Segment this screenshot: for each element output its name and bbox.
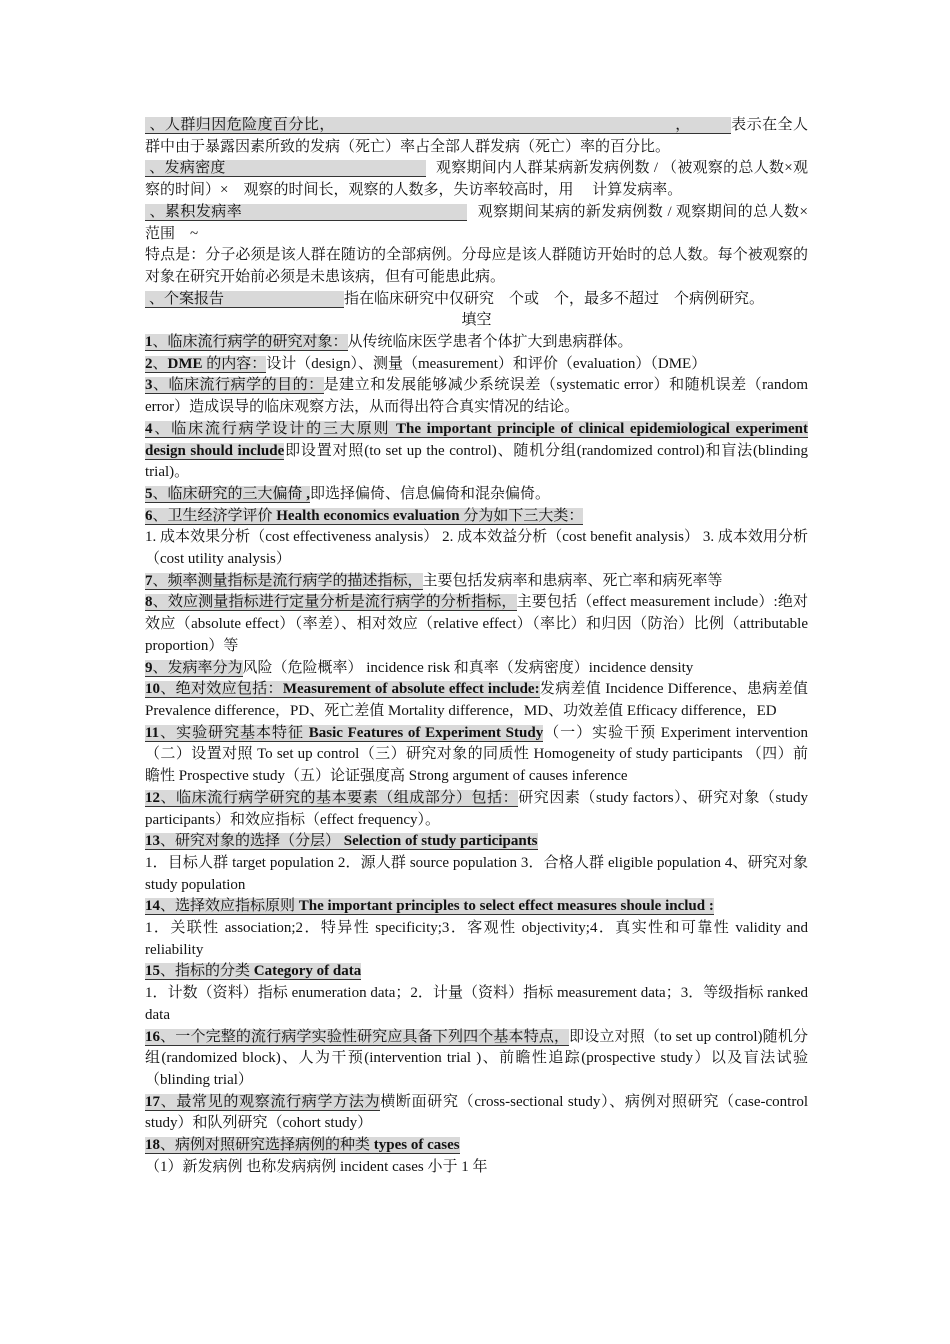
- list-item: [145, 896, 808, 918]
- item-heading-num: 3: [145, 377, 153, 394]
- item-heading-cn: 、临床流行病学的目的：: [152, 377, 324, 394]
- item-body: 设计（design）、测量（measurement）和评价（evaluation）（DME）: [266, 355, 707, 372]
- item-heading-cn: 、发病率分为: [152, 659, 243, 676]
- item-body: 主要包括（effect measurement include）:绝对效应（absolute effect）（率差）、相对效应（relative effect）（率比）和归因（防治）比例（attributable proportion）等: [145, 594, 808, 654]
- item-heading: [145, 508, 583, 525]
- list-item: [145, 1092, 808, 1135]
- item-heading: [145, 660, 243, 677]
- intro-body: 观察期间内人群某病新发病例数 / （被观察的总人数×观察的时间）× 观察的时间长，观察的人数多，失访率较高时，用 计算发病率。: [145, 160, 808, 199]
- intro-body: 表示在全人群中由于暴露因素所致的发病（死亡）率占全部人群发病（死亡）率的百分比。: [145, 117, 808, 155]
- item-body: 研究因素（study factors）、研究对象（study participants）和效应指标（effect frequency）。: [145, 789, 808, 828]
- item-body: 即设立对照（to set up control)随机分组(randomized block)、人为干预(intervention trial )、前瞻性追踪(prospective study）以及盲法试验（blinding trial）: [145, 1028, 808, 1088]
- item-heading-num: 4: [145, 420, 153, 437]
- intro-heading: 、发病密度: [145, 160, 426, 177]
- item-heading-cn: 、频率测量指标是流行病学的描述指标，: [152, 572, 423, 589]
- item-heading-cn: 、指标的分类: [160, 963, 254, 980]
- item-heading-num: 13: [145, 833, 160, 850]
- list-item: [145, 831, 808, 853]
- item-heading-cn: 、效应测量指标进行定量分析是流行病学的分析指标，: [152, 594, 517, 611]
- item-heading: [145, 1094, 380, 1111]
- item-body: 即设置对照(to set up the control)、随机分组(randomized control)和盲法(blinding trial)。: [145, 442, 808, 481]
- item-heading-cn: 、病例对照研究选择病例的种类: [160, 1137, 374, 1154]
- list-item: [145, 527, 808, 570]
- list-item: [145, 983, 808, 1026]
- list-item: [145, 723, 808, 788]
- list-item: [145, 375, 808, 418]
- item-body: 1．计数（资料）指标 enumeration data；2．计量（资料）指标 measurement data；3．等级指标 ranked data: [145, 985, 808, 1023]
- item-heading-cn: 、临床流行病学研究的基本要素（组成部分）包括：: [160, 789, 519, 806]
- intro-paragraph: [145, 202, 823, 245]
- list-item: [145, 592, 808, 657]
- item-heading-en: Basic Features of Experiment Study: [308, 724, 544, 741]
- item-body: 即选择偏倚、信息偏倚和混杂偏倚。: [310, 485, 551, 502]
- list-item: [145, 679, 808, 722]
- item-body: 1. 成本效果分析（cost effectiveness analysis） 2. 成本效益分析（cost benefit analysis） 3. 成本效用分析（cost utility analysis）: [145, 529, 808, 568]
- item-heading-num: 7: [145, 572, 153, 589]
- item-body: （一）实验干预 Experiment intervention（二）设置对照 To set up control（三）研究对象的同质性 Homogeneity of study participants （四）前瞻性 Prospective study（五）论证强度高 Strong argument of causes inference: [145, 724, 808, 785]
- item-heading-num: 16: [145, 1028, 160, 1045]
- item-body: 1．关联性 association;2．特异性 specificity;3．客观性 objectivity;4．真实性和可靠性 validity and reliability: [145, 920, 808, 958]
- item-heading: [145, 486, 310, 503]
- item-heading-en: The important principle of clinical epidemiological experiment design should include: [145, 420, 808, 459]
- list-item: [145, 571, 808, 593]
- item-heading-cn: 、临床研究的三大偏倚: [152, 485, 307, 502]
- intro-body: 指在临床研究中仅研究 个或 个，最多不超过 个病例研究。: [344, 290, 765, 307]
- item-heading-cn: 、: [152, 355, 168, 372]
- item-heading-cn2: 的内容：: [202, 355, 267, 372]
- intro-paragraph: [145, 115, 808, 158]
- item-body: 风险（危险概率） incidence risk 和真率（发病密度）incidence density: [242, 659, 694, 676]
- item-body: 从传统临床医学患者个体扩大到患病群体。: [347, 334, 633, 351]
- list-item: [145, 658, 808, 680]
- list-item: [145, 1135, 808, 1157]
- intro-heading: 、累积发病率: [145, 204, 467, 221]
- item-heading-num: 12: [145, 789, 160, 806]
- item-heading-cn2: 分为如下三大类：: [459, 507, 584, 524]
- document-page: [145, 115, 823, 1178]
- item-heading-cn: 、最常见的观察流行病学方法为: [160, 1093, 381, 1110]
- item-heading: [145, 790, 518, 807]
- item-heading: [145, 594, 517, 611]
- list-item: [145, 1027, 808, 1092]
- item-heading-cn: 、卫生经济学评价: [152, 507, 277, 524]
- item-heading: [145, 898, 714, 915]
- item-heading: [145, 573, 423, 590]
- item-heading: [145, 377, 324, 394]
- list-item: [145, 788, 808, 831]
- item-heading-en: DME: [167, 355, 203, 372]
- intro-paragraph: 特点是：分子必须是该人群在随访的全部病例。分母应是该人群随访开始时的总人数。每个被观察的对象在研究开始前必须是未患该病，但有可能患此病。: [145, 247, 808, 285]
- intro-paragraph: [145, 158, 808, 201]
- item-list: [145, 332, 808, 1178]
- item-heading: [145, 1137, 460, 1154]
- list-item: [145, 1157, 808, 1179]
- item-heading-num: 2: [145, 355, 153, 372]
- item-heading: [145, 725, 543, 742]
- item-body: 发病差值 Incidence Difference、患病差值 Prevalence difference，PD、死亡差值 Mortality difference，MD、功效差值 Efficacy difference，ED: [145, 681, 808, 719]
- item-heading-en: Selection of study participants: [343, 833, 538, 850]
- item-heading-en: Health economics evaluation: [276, 507, 460, 524]
- item-heading-num: 8: [145, 594, 153, 611]
- item-heading-en: Measurement of absolute effect include:: [282, 681, 540, 698]
- list-item: [145, 332, 808, 354]
- item-heading-num: 14: [145, 898, 160, 915]
- item-heading: [145, 833, 538, 850]
- item-body: 主要包括发病率和患病率、死亡率和病死率等: [422, 572, 723, 589]
- item-heading-en: ,: [306, 485, 311, 502]
- item-heading-cn: 、绝对效应包括：: [160, 681, 283, 698]
- item-heading-en: types of cases: [373, 1137, 460, 1154]
- list-item: [145, 354, 808, 376]
- intro-heading: 、个案报告: [145, 291, 344, 308]
- item-heading-num: 5: [145, 485, 153, 502]
- intro-heading: 、人群归因危险度百分比， ，: [145, 117, 731, 134]
- list-item: [145, 853, 808, 896]
- item-heading-cn: 、研究对象的选择（分层）: [160, 833, 344, 850]
- item-heading-cn: 、临床流行病学的研究对象：: [152, 334, 348, 351]
- list-item: [145, 506, 808, 528]
- list-item: [145, 961, 808, 983]
- item-heading-en: Category of data: [253, 963, 362, 980]
- item-heading-num: 9: [145, 659, 153, 676]
- item-heading: [145, 356, 266, 373]
- item-heading-num: 18: [145, 1137, 160, 1154]
- item-heading-cn: 、实验研究基本特征: [159, 724, 309, 741]
- item-heading-num: 11: [145, 724, 160, 741]
- item-heading-en: The important principles to select effect measures shoule includ :: [298, 898, 714, 915]
- list-item: [145, 918, 808, 961]
- item-heading-cn: 、临床流行病学设计的三大原则: [152, 420, 397, 437]
- section-title: 填空: [461, 312, 492, 329]
- item-heading: [145, 963, 361, 980]
- item-body: 1．目标人群 target population 2．源人群 source population 3．合格人群 eligible population 4、研究对象 study population: [145, 854, 808, 893]
- item-body: （1）新发病例 也称发病病例 incident cases 小于 1 年: [145, 1158, 488, 1175]
- item-heading-num: 17: [145, 1093, 160, 1110]
- item-body: 横断面研究（cross-sectional study）、病例对照研究（case-control study）和队列研究（cohort study）: [145, 1093, 808, 1132]
- list-item: [145, 419, 808, 484]
- list-item: [145, 484, 808, 506]
- item-heading-cn: 、一个完整的流行病学实验性研究应具备下列四个基本特点，: [160, 1028, 570, 1045]
- item-heading: [145, 1029, 569, 1046]
- item-heading-num: 15: [145, 963, 160, 980]
- item-body: 是建立和发展能够减少系统误差（systematic error）和随机误差（random error）造成误导的临床观察方法，从而得出符合真实情况的结论。: [145, 377, 808, 416]
- item-heading-cn: 、选择效应指标原则: [160, 898, 299, 915]
- item-heading: [145, 681, 540, 698]
- item-heading-num: 1: [145, 334, 153, 351]
- intro-body: 观察期间某病的新发病例数 / 观察期间的总人数× 范围 ~: [145, 203, 823, 242]
- item-heading-num: 6: [145, 507, 153, 524]
- item-heading-num: 10: [145, 681, 160, 698]
- intro-paragraph: [145, 289, 808, 311]
- item-heading: [145, 334, 348, 351]
